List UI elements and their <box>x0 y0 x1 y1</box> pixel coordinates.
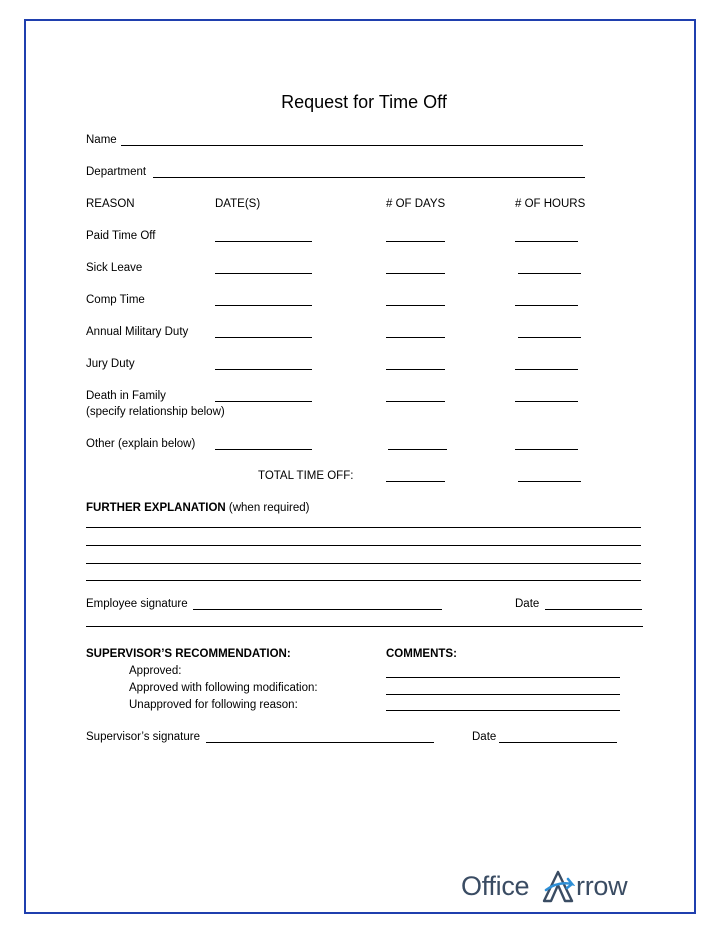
explanation-line[interactable] <box>86 580 641 581</box>
supervisor-date-label: Date <box>472 731 497 743</box>
logo-text-office: Office <box>461 871 530 901</box>
option-unapproved: Unapproved for following reason: <box>129 699 298 711</box>
reason-death-in-family-note: (specify relationship below) <box>86 406 225 418</box>
hours-line[interactable] <box>515 241 578 242</box>
dates-line[interactable] <box>215 369 312 370</box>
reason-death-in-family: Death in Family <box>86 390 166 402</box>
form-title: Request for Time Off <box>281 92 447 112</box>
employee-signature-line[interactable] <box>193 609 442 610</box>
dates-line[interactable] <box>215 449 312 450</box>
reason-header: REASON <box>86 198 135 210</box>
days-line[interactable] <box>386 241 445 242</box>
department-line[interactable] <box>153 177 585 178</box>
department-label: Department <box>86 166 147 178</box>
logo-text-rrow: rrow <box>576 871 628 901</box>
dates-line[interactable] <box>215 241 312 242</box>
comments-line[interactable] <box>386 710 620 711</box>
name-line[interactable] <box>121 145 583 146</box>
employee-date-label: Date <box>515 598 540 610</box>
dates-line[interactable] <box>215 337 312 338</box>
dates-line[interactable] <box>215 401 312 402</box>
reason-jury-duty: Jury Duty <box>86 358 135 370</box>
hours-header: # OF HOURS <box>515 198 586 210</box>
dates-header: DATE(S) <box>215 198 261 210</box>
days-line[interactable] <box>386 273 445 274</box>
days-line[interactable] <box>386 337 445 338</box>
supervisor-date-line[interactable] <box>499 742 617 743</box>
days-line[interactable] <box>386 369 445 370</box>
option-approved: Approved: <box>129 665 182 677</box>
comments-line[interactable] <box>386 694 620 695</box>
hours-line[interactable] <box>515 305 578 306</box>
reason-other: Other (explain below) <box>86 438 196 450</box>
reason-annual-military-duty: Annual Military Duty <box>86 326 189 338</box>
further-explanation-heading: FURTHER EXPLANATION (when required) <box>86 502 310 514</box>
dates-line[interactable] <box>215 305 312 306</box>
days-line[interactable] <box>386 305 445 306</box>
hours-line[interactable] <box>515 369 578 370</box>
reason-paid-time-off: Paid Time Off <box>86 230 156 242</box>
name-label: Name <box>86 134 117 146</box>
comments-heading: COMMENTS: <box>386 648 457 660</box>
total-time-off-label: TOTAL TIME OFF: <box>258 470 354 482</box>
explanation-line[interactable] <box>86 545 641 546</box>
explanation-line[interactable] <box>86 527 641 528</box>
supervisor-signature-label: Supervisor’s signature <box>86 731 200 743</box>
supervisor-recommendation-heading: SUPERVISOR’S RECOMMENDATION: <box>86 648 291 660</box>
dates-line[interactable] <box>215 273 312 274</box>
days-header: # OF DAYS <box>386 198 446 210</box>
explanation-line[interactable] <box>86 563 641 564</box>
reason-sick-leave: Sick Leave <box>86 262 143 274</box>
employee-signature-label: Employee signature <box>86 598 188 610</box>
hours-line[interactable] <box>518 337 581 338</box>
hours-line[interactable] <box>518 273 581 274</box>
supervisor-signature-line[interactable] <box>206 742 434 743</box>
hours-line[interactable] <box>515 401 578 402</box>
total-days-line[interactable] <box>386 481 445 482</box>
page-border <box>24 19 696 914</box>
employee-date-line[interactable] <box>545 609 642 610</box>
days-line[interactable] <box>386 401 445 402</box>
hours-line[interactable] <box>515 449 578 450</box>
days-line[interactable] <box>388 449 447 450</box>
comments-line[interactable] <box>386 677 620 678</box>
option-approved-with-modification: Approved with following modification: <box>129 682 318 694</box>
section-divider <box>86 626 643 627</box>
reason-comp-time: Comp Time <box>86 294 145 306</box>
total-hours-line[interactable] <box>518 481 581 482</box>
arrow-logo-icon <box>541 868 575 904</box>
